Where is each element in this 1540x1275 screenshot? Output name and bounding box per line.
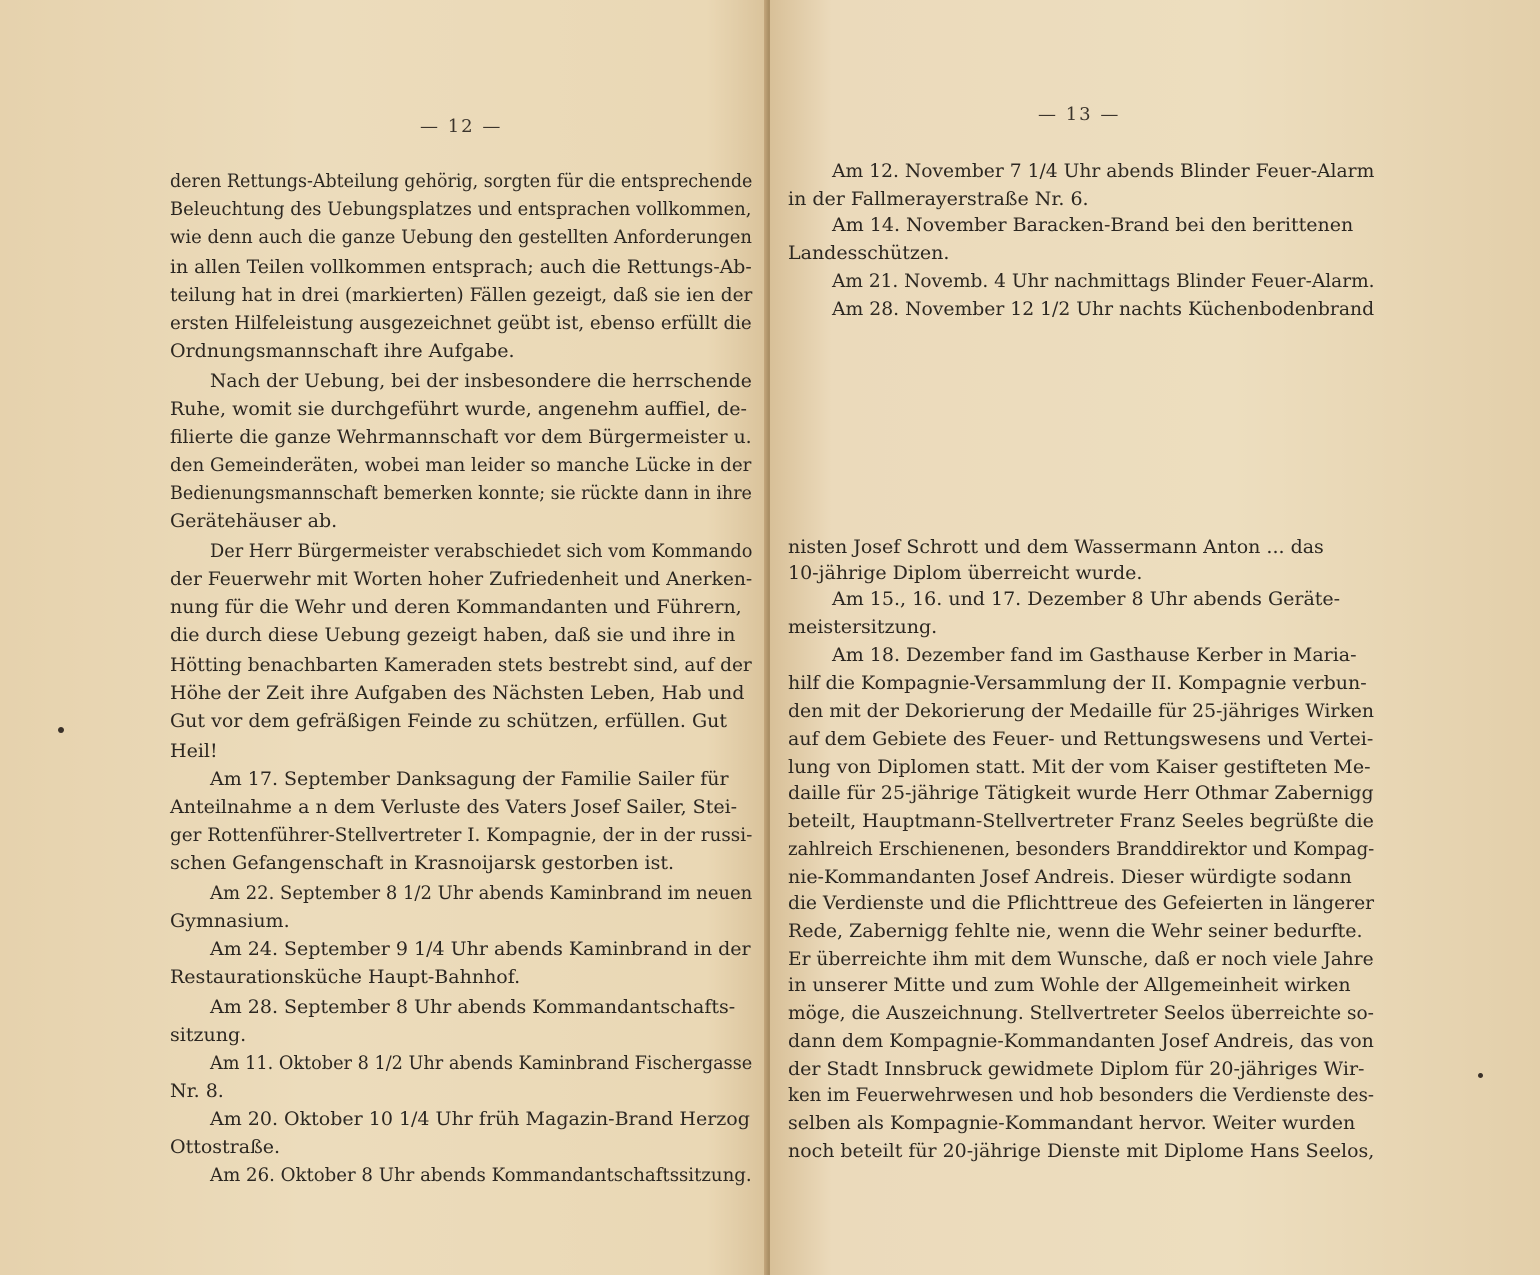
- text-line: 10-jährige Diplom überreicht wurde.: [788, 562, 1143, 584]
- text-line: ersten Hilfeleistung ausgezeichnet geübt ist, ebenso erfüllt die: [170, 312, 752, 334]
- text-line: Landesschützen.: [788, 242, 950, 264]
- text-line: Am 22. September 8 1/2 Uhr abends Kaminbrand im neuen: [210, 882, 753, 904]
- text-line: den Gemeinderäten, wobei man leider so manche Lücke in der: [170, 454, 752, 476]
- text-line: Am 11. Oktober 8 1/2 Uhr abends Kaminbrand Fischergasse: [210, 1052, 753, 1074]
- text-line: Heil!: [170, 740, 218, 762]
- text-line: wie denn auch die ganze Uebung den gestellten Anforderungen: [170, 226, 752, 248]
- left-page: [0, 0, 768, 1275]
- ink-spot: [1478, 1073, 1483, 1078]
- ink-spot: [58, 727, 64, 733]
- text-line: Am 28. November 12 1/2 Uhr nachts Küchenbodenbrand: [832, 298, 1375, 320]
- page-number: — 13 —: [1038, 104, 1121, 125]
- text-line: Gerätehäuser ab.: [170, 510, 338, 532]
- text-line: beteilt, Hauptmann-Stellvertreter Franz Seeles begrüßte die: [788, 810, 1374, 832]
- text-line: Am 18. Dezember fand im Gasthause Kerber in Maria-: [832, 644, 1357, 666]
- text-line: meistersitzung.: [788, 616, 938, 638]
- text-line: filierte die ganze Wehrmannschaft vor dem Bürgermeister u.: [170, 426, 752, 448]
- text-line: Ottostraße.: [170, 1136, 281, 1158]
- page-number: — 12 —: [420, 116, 503, 137]
- text-line: Der Herr Bürgermeister verabschiedet sich vom Kommando: [210, 540, 753, 562]
- text-line: Gymnasium.: [170, 910, 290, 932]
- text-line: lung von Diplomen statt. Mit der vom Kaiser gestifteten Me-: [788, 756, 1371, 778]
- text-line: Am 28. September 8 Uhr abends Kommandantschafts-: [210, 996, 736, 1018]
- text-line: die Verdienste und die Pflichttreue des Gefeierten in längerer: [788, 892, 1375, 914]
- text-line: Rede, Zabernigg fehlte nie, wenn die Wehr seiner bedurfte.: [788, 920, 1363, 942]
- text-line: Restaurationsküche Haupt-Bahnhof.: [170, 966, 521, 988]
- text-line: ken im Feuerwehrwesen und hob besonders die Verdienste des-: [788, 1084, 1374, 1106]
- text-line: Höhe der Zeit ihre Aufgaben des Nächsten Leben, Hab und: [170, 682, 745, 704]
- text-line: Gut vor dem gefräßigen Feinde zu schützen, erfüllen. Gut: [170, 710, 728, 732]
- text-line: Am 20. Oktober 10 1/4 Uhr früh Magazin-Brand Herzog: [210, 1108, 750, 1130]
- text-line: in unserer Mitte und zum Wohle der Allgemeinheit wirken: [788, 974, 1351, 996]
- text-line: Am 15., 16. und 17. Dezember 8 Uhr abends Geräte-: [832, 588, 1341, 610]
- text-line: Am 12. November 7 1/4 Uhr abends Blinder Feuer-Alarm: [832, 160, 1375, 182]
- text-line: Am 17. September Danksagung der Familie Sailer für: [210, 768, 729, 790]
- text-line: teilung hat in drei (markierten) Fällen gezeigt, daß sie ien der: [170, 284, 753, 306]
- text-line: selben als Kompagnie-Kommandant hervor. Weiter wurden: [788, 1112, 1356, 1134]
- text-line: in der Fallmerayerstraße Nr. 6.: [788, 188, 1089, 210]
- text-line: dann dem Kompagnie-Kommandanten Josef Andreis, das von: [788, 1030, 1374, 1052]
- text-line: die durch diese Uebung gezeigt haben, daß sie und ihre in: [170, 624, 736, 646]
- text-line: nie-Kommandanten Josef Andreis. Dieser würdigte sodann: [788, 866, 1352, 888]
- text-line: deren Rettungs-Abteilung gehörig, sorgten für die entsprechende: [170, 170, 753, 192]
- text-line: der Feuerwehr mit Worten hoher Zufriedenheit und Anerken-: [170, 568, 753, 590]
- text-line: möge, die Auszeichnung. Stellvertreter Seelos überreichte so-: [788, 1002, 1374, 1024]
- text-line: Nach der Uebung, bei der insbesondere die herrschende: [210, 370, 752, 392]
- text-line: den mit der Dekorierung der Medaille für 25-jähriges Wirken: [788, 700, 1375, 722]
- text-line: sitzung.: [170, 1024, 247, 1046]
- text-line: nung für die Wehr und deren Kommandanten und Führern,: [170, 596, 742, 618]
- text-line: Ruhe, womit sie durchgeführt wurde, angenehm auffiel, de-: [170, 398, 747, 420]
- text-line: Am 14. November Baracken-Brand bei den berittenen: [832, 214, 1354, 236]
- text-line: ger Rottenführer-Stellvertreter I. Kompagnie, der in der russi-: [170, 824, 753, 846]
- text-line: Bedienungsmannschaft bemerken konnte; sie rückte dann in ihre: [170, 482, 752, 504]
- text-line: auf dem Gebiete des Feuer- und Rettungswesens und Vertei-: [788, 728, 1374, 750]
- text-line: Anteilnahme a n dem Verluste des Vaters Josef Sailer, Stei-: [170, 796, 738, 818]
- text-line: Am 26. Oktober 8 Uhr abends Kommandantschaftssitzung.: [210, 1164, 752, 1186]
- right-page: [770, 0, 1540, 1275]
- text-line: Beleuchtung des Uebungsplatzes und entsprachen vollkommen,: [170, 198, 752, 220]
- text-line: Hötting benachbarten Kameraden stets bestrebt sind, auf der: [170, 654, 752, 676]
- text-line: der Stadt Innsbruck gewidmete Diplom für 20-jähriges Wir-: [788, 1058, 1365, 1080]
- text-line: daille für 25-jährige Tätigkeit wurde Herr Othmar Zabernigg: [788, 782, 1374, 804]
- text-line: zahlreich Erschienenen, besonders Branddirektor und Kompag-: [788, 838, 1375, 860]
- text-line: hilf die Kompagnie-Versammlung der II. Kompagnie verbun-: [788, 672, 1367, 694]
- text-line: Am 21. Novemb. 4 Uhr nachmittags Blinder Feuer-Alarm.: [832, 270, 1375, 292]
- text-line: schen Gefangenschaft in Krasnoijarsk gestorben ist.: [170, 852, 675, 874]
- text-line: Ordnungsmannschaft ihre Aufgabe.: [170, 340, 515, 362]
- text-line: Am 24. September 9 1/4 Uhr abends Kaminbrand in der: [210, 938, 751, 960]
- text-line: in allen Teilen vollkommen entsprach; auch die Rettungs-Ab-: [170, 256, 752, 278]
- text-line: Nr. 8.: [170, 1080, 224, 1102]
- text-line: Er überreichte ihm mit dem Wunsche, daß er noch viele Jahre: [788, 948, 1374, 970]
- text-line: nisten Josef Schrott und dem Wassermann Anton ... das: [788, 536, 1324, 558]
- text-line: noch beteilt für 20-jährige Dienste mit Diplome Hans Seelos,: [788, 1140, 1375, 1162]
